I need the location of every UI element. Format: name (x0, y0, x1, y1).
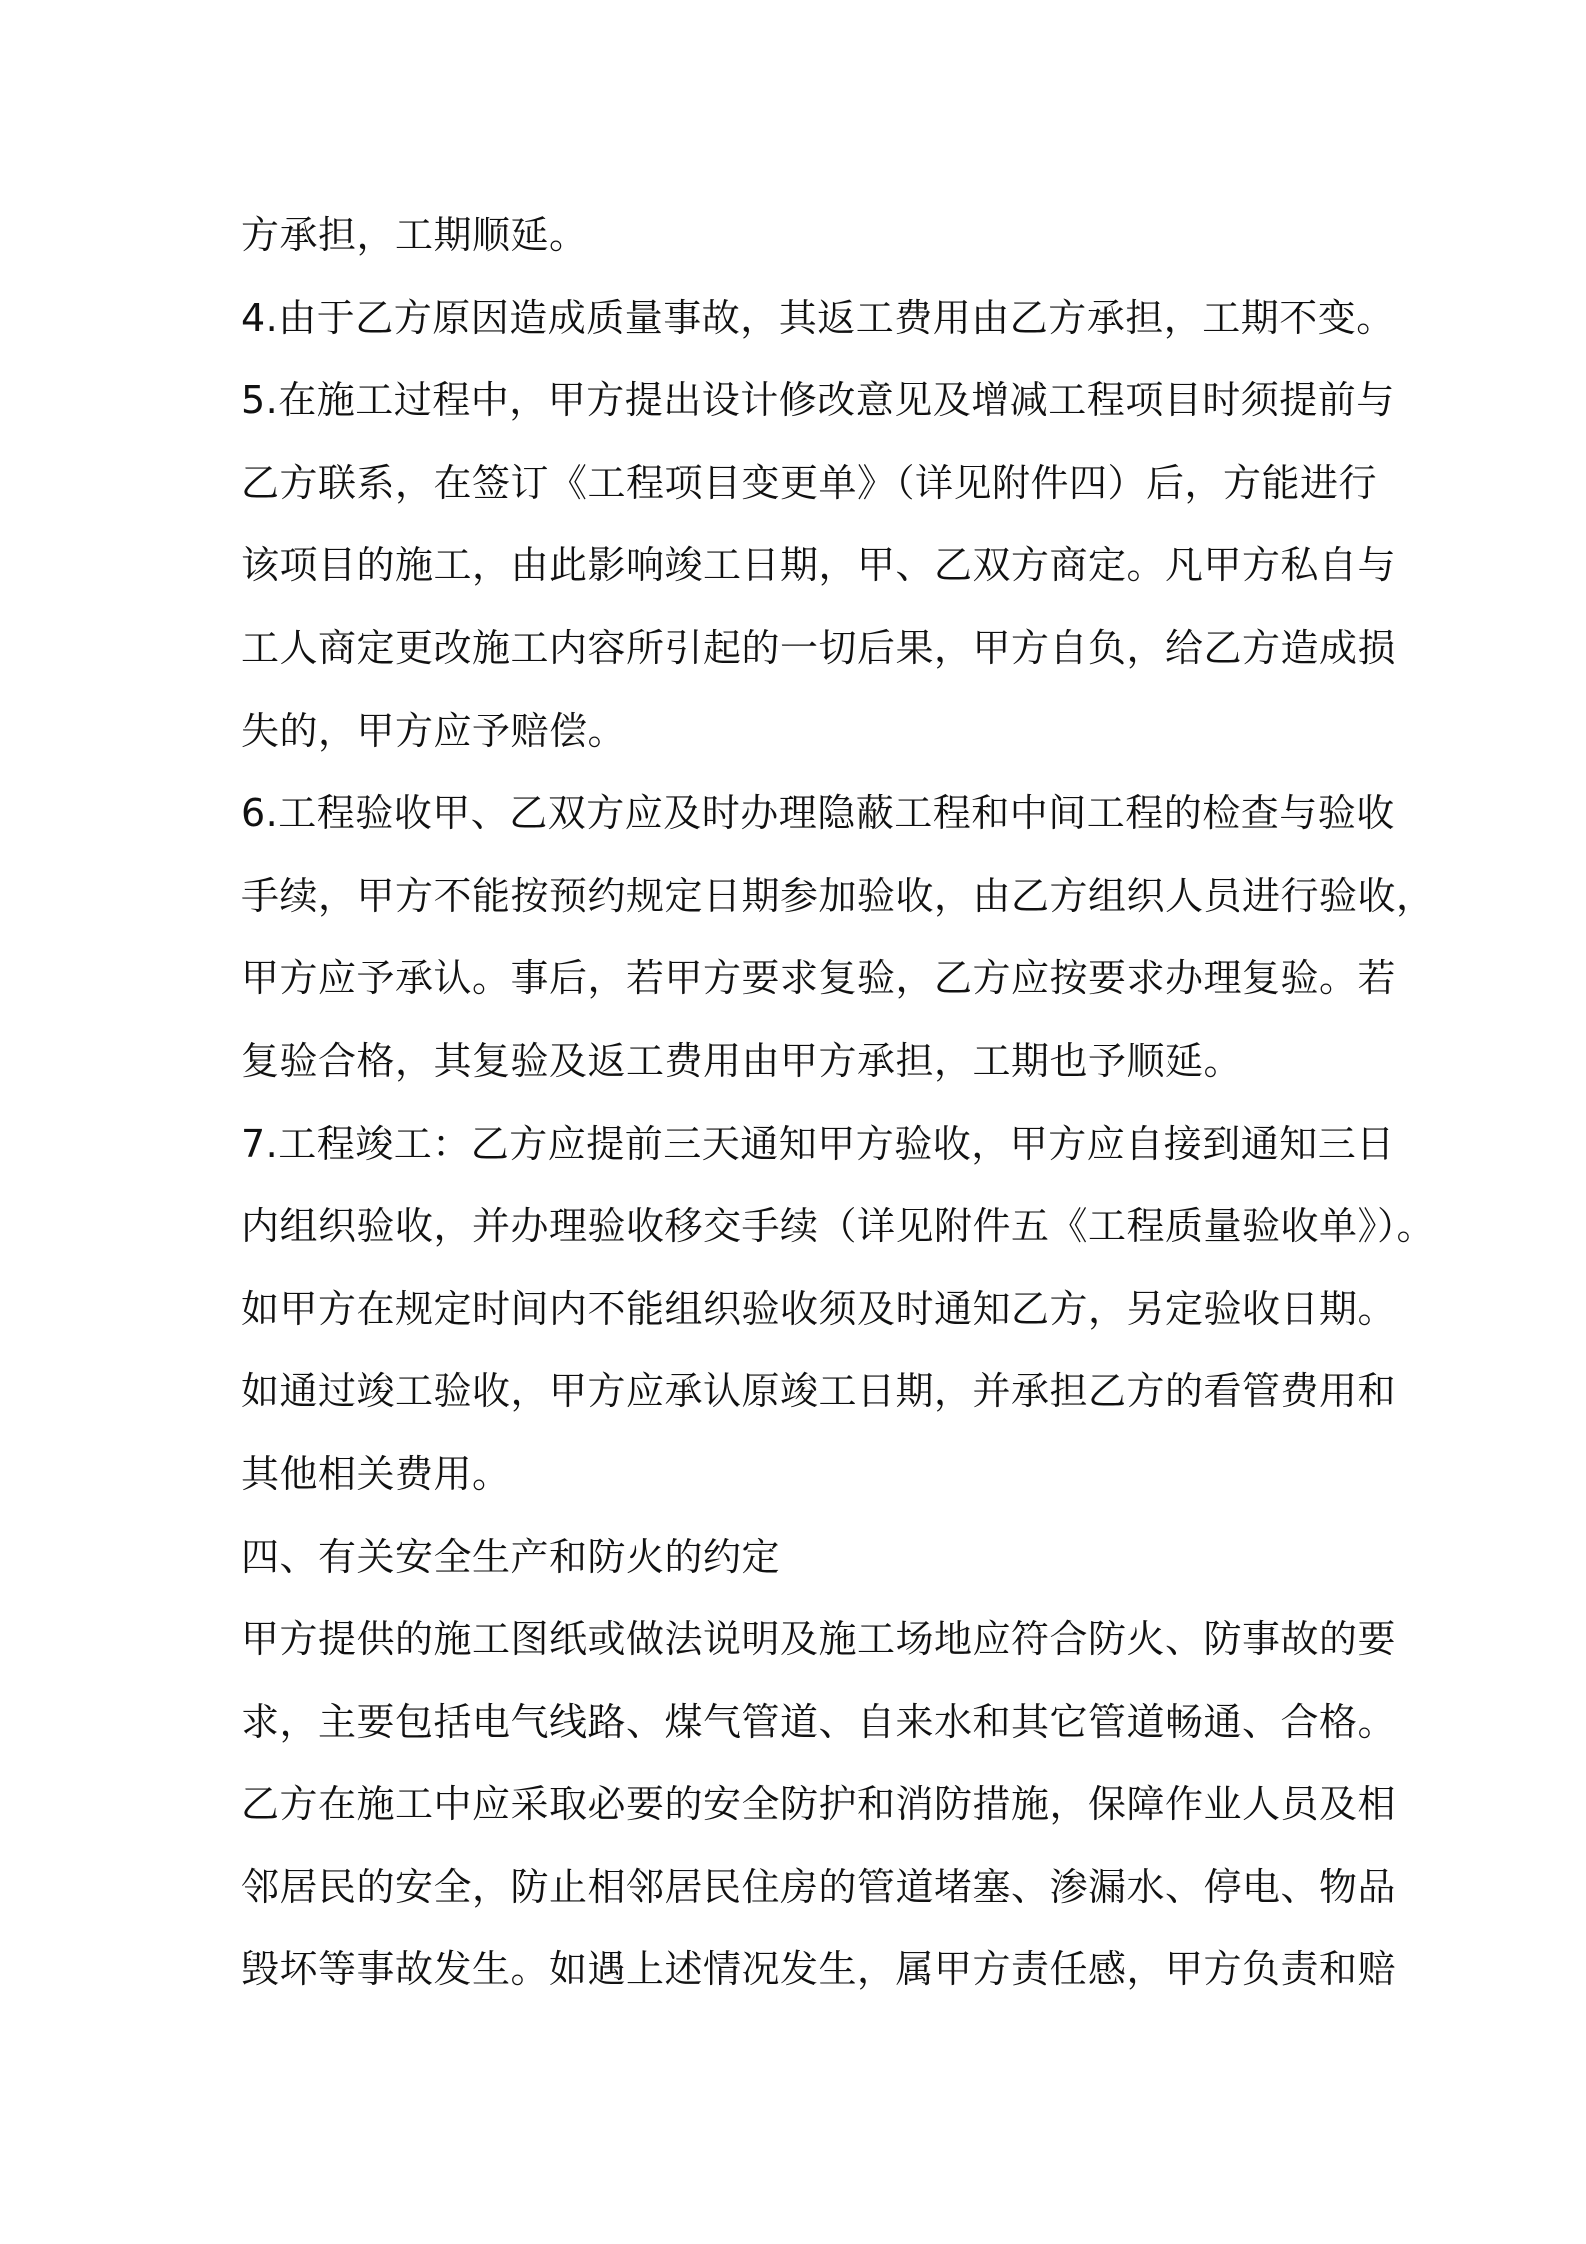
text-line: 5.在施工过程中，甲方提出设计修改意见及增减工程项目时须提前与 (241, 378, 1395, 423)
text-line: 求，主要包括电气线路、煤气管道、自来水和其它管道畅通、合格。 (241, 1699, 1397, 1744)
text-line: 邻居民的安全，防止相邻居民住房的管道堵塞、渗漏水、停电、物品 (241, 1864, 1397, 1909)
text-line: 7.工程竣工：乙方应提前三天通知甲方验收，甲方应自接到通知三日 (241, 1121, 1395, 1166)
text-line: 如通过竣工验收，甲方应承认原竣工日期，并承担乙方的看管费用和 (241, 1369, 1397, 1414)
text-line: 4.由于乙方原因造成质量事故，其返工费用由乙方承担，工期不变。 (241, 295, 1395, 340)
text-line: 工人商定更改施工内容所引起的一切后果，甲方自负，给乙方造成损 (241, 625, 1397, 670)
text-line: 手续，甲方不能按预约规定日期参加验收，由乙方组织人员进行验收， (241, 873, 1435, 918)
text-line: 内组织验收，并办理验收移交手续（详见附件五《工程质量验收单》）。 (241, 1204, 1436, 1249)
text-line: 甲方提供的施工图纸或做法说明及施工场地应符合防火、防事故的要 (241, 1617, 1397, 1662)
text-line: 6.工程验收甲、乙双方应及时办理隐蔽工程和中间工程的检查与验收 (241, 791, 1395, 836)
text-line: 毁坏等事故发生。如遇上述情况发生，属甲方责任感，甲方负责和赔 (241, 1947, 1397, 1992)
document-body (241, 194, 1436, 2011)
section-heading: 四、有关安全生产和防火的约定 (241, 1534, 781, 1579)
text-line: 如甲方在规定时间内不能组织验收须及时通知乙方，另定验收日期。 (241, 1286, 1397, 1331)
text-line: 失的，甲方应予赔偿。 (241, 708, 627, 753)
text-line: 方承担，工期顺延。 (241, 213, 588, 257)
text-line: 甲方应予承认。事后，若甲方要求复验，乙方应按要求办理复验。若 (241, 956, 1397, 1001)
text-line: 其他相关费用。 (241, 1451, 511, 1496)
text-line: 乙方在施工中应采取必要的安全防护和消防措施，保障作业人员及相 (241, 1782, 1397, 1827)
text-line: 该项目的施工，由此影响竣工日期，甲、乙双方商定。凡甲方私自与 (241, 543, 1397, 588)
text-line: 乙方联系，在签订《工程项目变更单》（详见附件四）后，方能进行 (241, 460, 1378, 505)
text-line: 复验合格，其复验及返工费用由甲方承担，工期也予顺延。 (241, 1038, 1243, 1083)
